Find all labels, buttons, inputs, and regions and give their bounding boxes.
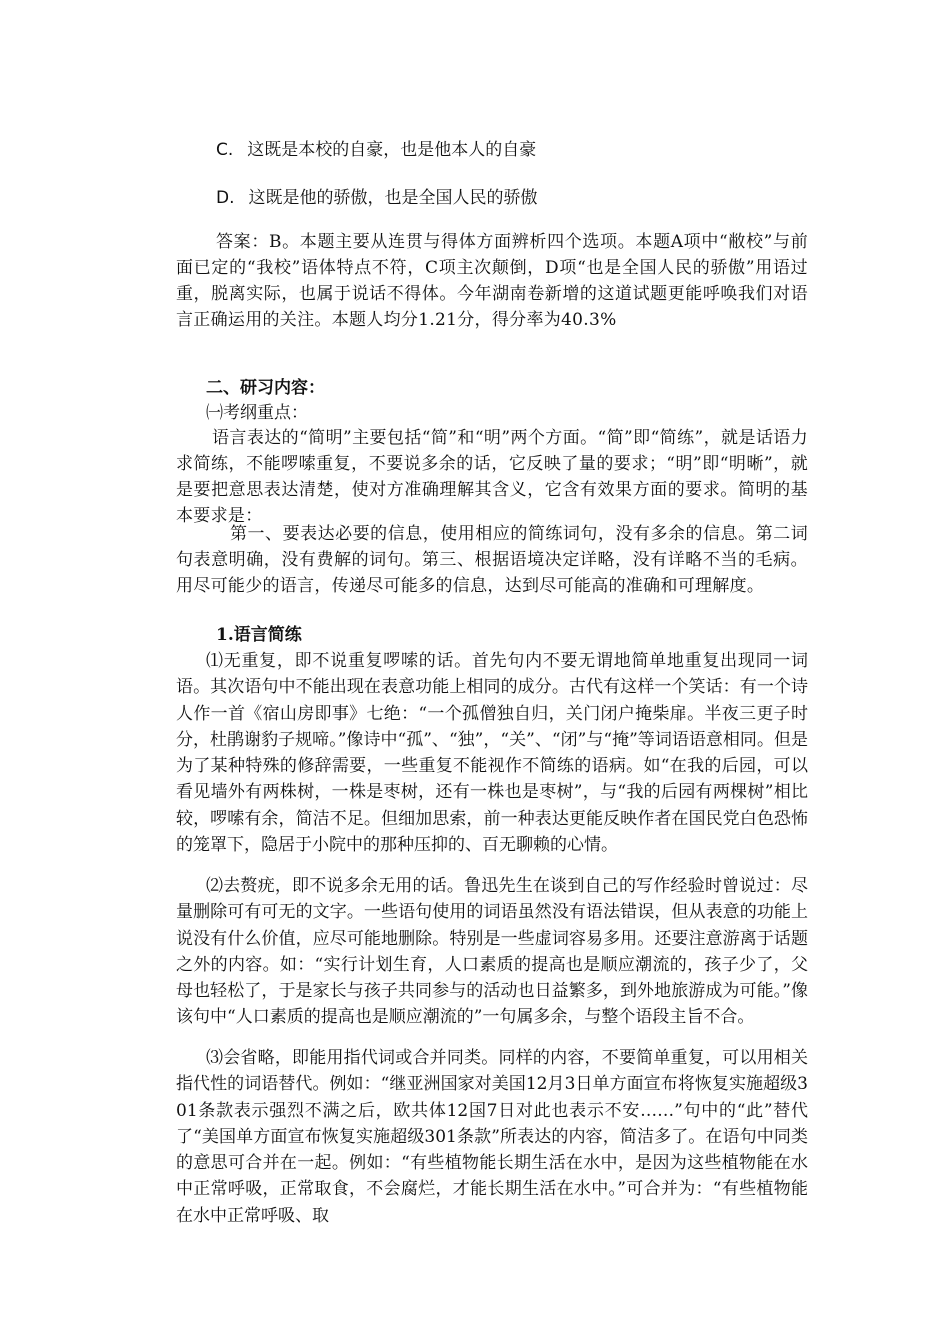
option-d <box>216 186 538 210</box>
section-title: 二、研习内容： <box>206 378 325 398</box>
paragraph-ellipsis: ⑶会省略，即能用指代词或合并同类。同样的内容，不要简单重复，可以用相关指代性的词语替代。例如：“继亚洲国家对美国12月3日单方面宣布将恢复实施超级301条款表示强烈不满之后，欧共体12国7日对此也表示不安……”句中的“此”替代了“美国单方面宣布恢复实施超级301条款”所表达的内容，简洁多了。在语句中同类的意思可合并在一起。例如：“有些植物能长期生活在水中，是因为这些植物能在水中正常呼吸，正常取食，不会腐烂，才能长期生活在水中。”可合并为：“有些植物能在水中正常呼吸、取 <box>176 1048 808 1226</box>
paragraph-remove-redundancy: ⑵去赘疣，即不说多余无用的话。鲁迅先生在谈到自己的写作经验时曾说过：尽量删除可有可无的文字。一些语句使用的词语虽然没有语法错误，但从表意的功能上说没有什么价值，应尽可能地删除。特别是一些虚词容易多用。还要注意游离于话题之外的内容。如：“实行计划生育，人口素质的提高也是顺应潮流的，孩子少了，父母也轻松了，于是家长与孩子共同参与的活动也日益繁多，到外地旅游成为可能。”像该句中“人口素质的提高也是顺应潮流的”一句属多余，与整个语段主旨不合。 <box>176 876 808 1028</box>
paragraph-no-repetition: ⑴无重复，即不说重复啰嗦的话。首先句内不要无谓地简单地重复出现同一词语。其次语句中不能出现在表意功能上相同的成分。古代有这样一个笑话：有一个诗人作一首《宿山房即事》七绝：“一个孤僧独自归，关门闭户掩柴扉。半夜三更子时分，杜鹃谢豹子规啼。”像诗中“孤”、“独”，“关”、“闭”与“掩”等词语语意相同。但是为了某种特殊的修辞需要，一些重复不能视作不简练的语病。如“在我的后园，可以看见墙外有两株树，一株是枣树，还有一株也是枣树”，与“我的后园有两棵树”相比较，啰嗦有余，简洁不足。但细加思索，前一种表达更能反映作者在国民党白色恐怖的笼罩下，隐居于小院中的那种压抑的、百无聊赖的心情。 <box>176 651 808 856</box>
subsection-title: ㈠考纲重点： <box>206 403 308 423</box>
answer-paragraph: 答案：B。本题主要从连贯与得体方面辨析四个选项。本题A项中“敝校”与前面已定的“我校”语体特点不符，C项主次颠倒，D项“也是全国人民的骄傲”用语过重，脱离实际，也属于说话不得体。今年湖南卷新增的这道试题更能呼唤我们对语言正确运用的关注。本题人均分1.21分，得分率为40.3% <box>176 232 808 330</box>
requirements-paragraph: 第一、要表达必要的信息，使用相应的简练词句，没有多余的信息。第二词句表意明确，没有费解的词句。第三、根据语境决定详略，没有详略不当的毛病。用尽可能少的语言，传递尽可能多的信息，达到尽可能高的准确和可理解度。 <box>176 524 808 596</box>
option-d-text: 这既是他的骄傲，也是全国人民的骄傲 <box>248 188 538 208</box>
option-d-letter: D. <box>216 188 235 208</box>
intro-paragraph: 语言表达的“简明”主要包括“简”和“明”两个方面。“简”即“简练”，就是话语力求简练，不能啰嗦重复，不要说多余的话，它反映了量的要求；“明”即“明晰”，就是要把意思表达清楚，使对方准确理解其含义，它含有效果方面的要求。简明的基本要求是： <box>176 428 808 526</box>
option-c <box>216 138 536 162</box>
heading-language-concise: 1.语言简练 <box>216 625 302 645</box>
option-c-text: 这既是本校的自豪，也是他本人的自豪 <box>247 140 537 160</box>
option-c-letter: C. <box>216 140 234 160</box>
